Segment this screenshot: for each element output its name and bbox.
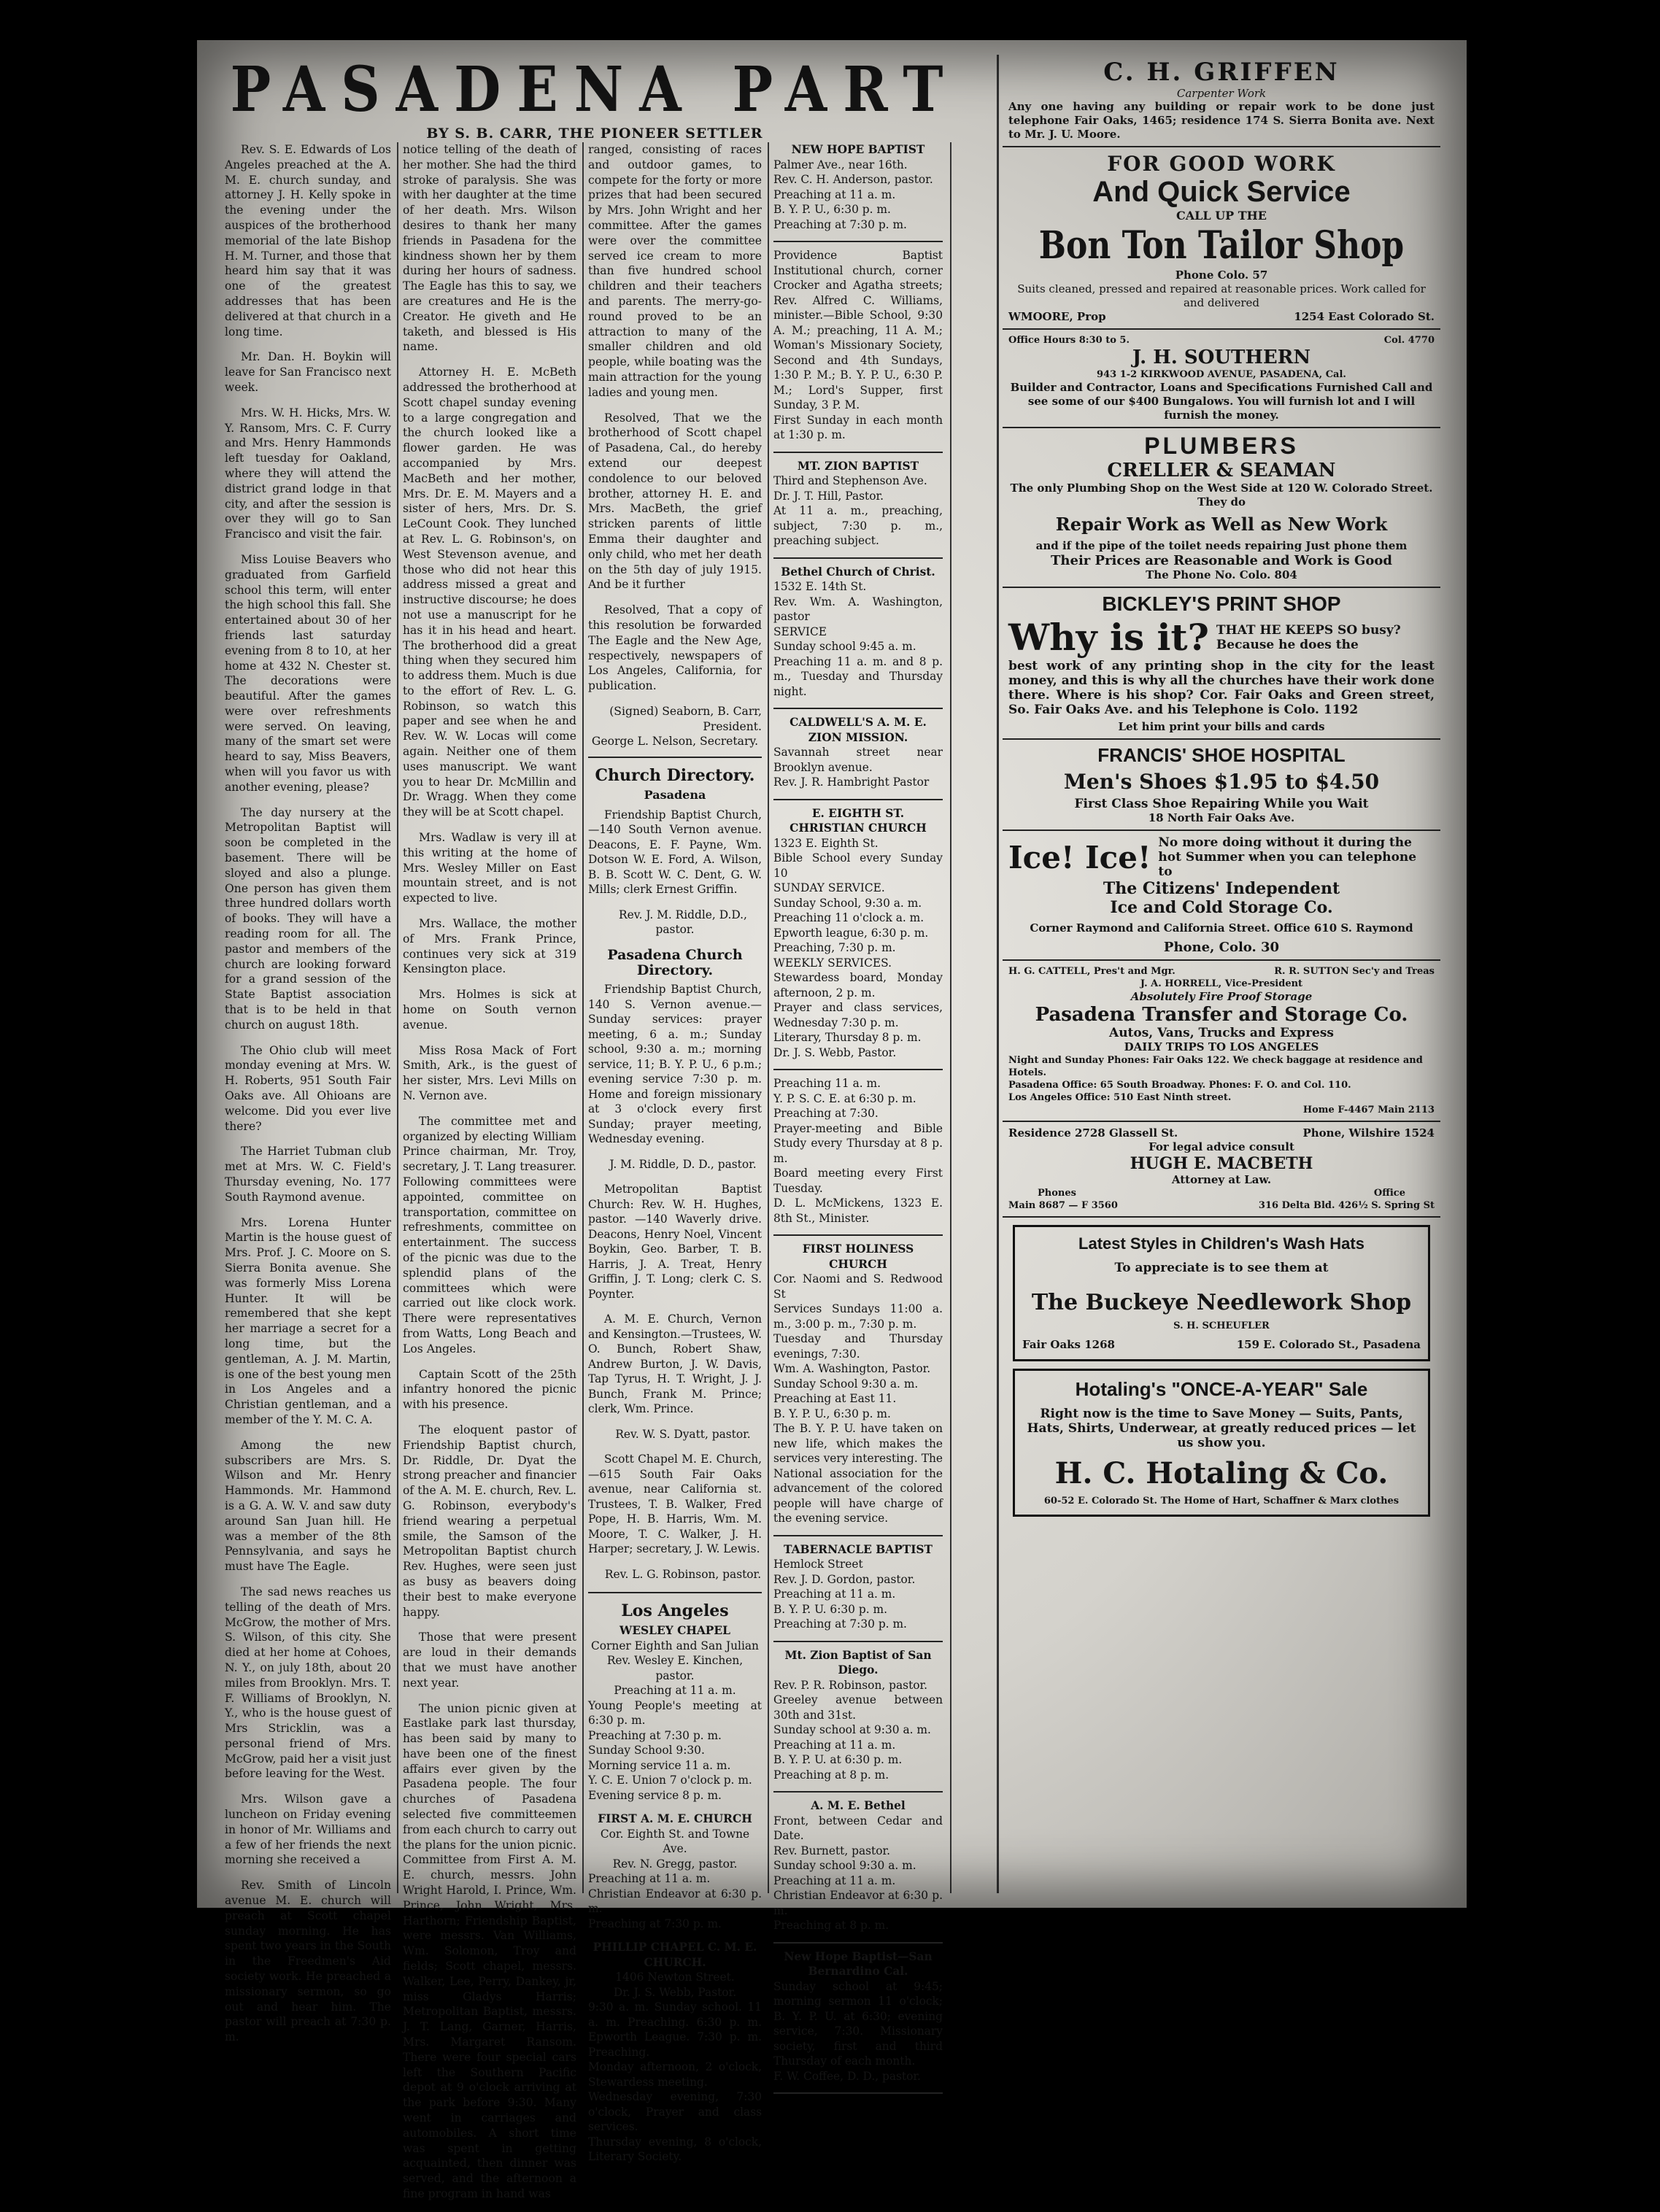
directory-heading: Pasadena Church Directory. — [607, 946, 743, 978]
divider — [773, 1791, 943, 1793]
church-pastor: Rev. J. M. Riddle, D.D., pastor. — [619, 908, 747, 937]
news-item: Captain Scott of the 25th infantry honored the picnic with his presence. — [403, 1367, 576, 1412]
church-entry — [773, 806, 943, 1061]
ad-column-rule — [997, 55, 999, 1893]
church-name: MT. ZION BAPTIST — [797, 459, 919, 473]
news-item: Miss Louise Beavers who graduated from Garfield school this term, will enter the high school this fall. She entertained about 30 of her friends last saturday evening from 8 to 10, at her home at 432 N. Chester st. The decorations were beautiful. After the games were over refreshments were served. On leaving, many of the smart set were heard to say, Miss Beavers, when will you favor us with another evening, please? — [225, 552, 391, 794]
church-line: Rev. C. H. Anderson, pastor. — [773, 173, 933, 186]
church-line: Front, between Cedar and Date. — [773, 1814, 943, 1842]
church-line: B. Y. P. U. 6:30 p. m. — [773, 1602, 887, 1616]
ad-macbeth: Residence 2728 Glassell St. Phone, Wilshire 1524 For legal advice consult HUGH E. MACBETH Attorney at Law. Phones Office Main 8687 — F 3560 316 Delta Bld. 426½ S. Spring St — [1003, 1122, 1440, 1218]
page-title: PASADENA PART — [230, 53, 960, 126]
divider — [773, 2092, 943, 2094]
church-line: Preaching, 7:30 p. m. — [773, 941, 896, 954]
church-line: Board meeting every First Tuesday. — [773, 1167, 943, 1195]
church-name: FIRST HOLINESS CHURCH — [802, 1242, 914, 1271]
news-item: Rev. S. E. Edwards of Los Angeles preached at the A. M. E. church sunday, and attorney J. H. Kelly spoke in the evening under the auspices of the brotherhood memorial of the late Bishop H. M. Turner, and those that heard him say that it was one of the greatest addresses that has been delivered at that church in a long time. — [225, 143, 391, 339]
church-line: B. Y. P. U. at 6:30 p. m. — [773, 1753, 903, 1766]
church-line: Preaching at East 11. — [773, 1392, 897, 1405]
church-line: Sunday School, 9:30 a. m. — [773, 896, 922, 910]
church-line: Preaching 11 a. m. — [773, 1077, 881, 1090]
church-line: F. W. Coffee, D. D., pastor. — [773, 2069, 921, 2083]
church-line: At 11 a. m., preaching, subject, 7:30 p. m., preaching subject. — [773, 504, 943, 547]
church-entry — [773, 1242, 943, 1526]
church-name: Bethel Church of Christ. — [781, 565, 935, 579]
ad-bon-ton: FOR GOOD WORK And Quick Service CALL UP THE Bon Ton Tailor Shop Phone Colo. 57 Suits cleaned, pressed and repaired at reasonable prices. Work called for and delivered WMOORE, Prop 1254 East Colorado St. — [1003, 147, 1440, 330]
church-line: Sunday school at 9:30 a. m. — [773, 1723, 931, 1736]
church-line: SUNDAY SERVICE. — [773, 881, 885, 894]
news-item: Mrs. Holmes is sick at home on South vernon avenue. — [403, 988, 576, 1032]
church-line: Savannah street near Brooklyn avenue. — [773, 746, 943, 774]
news-item: The sad news reaches us telling of the death of Mrs. McGrow, the mother of Mrs. S. Wilson, of this city. She died at her home at Cohoes, N. Y., on july 18th, about 20 miles from Brooklyn. Mrs. T. F. Williams of Brooklyn, N. Y., who is the house guest of Mrs Stricklin, was a personal friend of Mrs. McGrow, paid her a visit just before leaving for the West. — [225, 1585, 391, 1781]
news-item: The Harriet Tubman club met at Mrs. W. C. Field's Thursday evening, No. 177 South Raymond avenue. — [225, 1145, 391, 1204]
church-line: 1532 E. 14th St. — [773, 580, 867, 593]
divider — [773, 1641, 943, 1642]
news-item: Mrs. W. H. Hicks, Mrs. W. Y. Ransom, Mrs. C. F. Curry and Mrs. Henry Hammonds left tuesday for Oakland, where they will attend the district grand lodge in that city, and after the session is over they will go to San Francisco and visit the fair. — [225, 406, 391, 541]
church-entry — [773, 459, 943, 549]
church-line: Sunday school at 9:45; morning sermon 11 o'clock; B. Y. P. U. at 6:30; evening service, 7:30. Missionary society, first and third Thursday of each month. — [773, 1979, 943, 2068]
church-line: Preaching at 11 a. m. — [773, 1738, 896, 1752]
news-item: Attorney H. E. McBeth addressed the brotherhood at Scott chapel sunday evening to a large congregation and the church looked like a flower garden. He was accompanied by Mrs. MacBeth and her mother, Mrs. Dr. E. M. Mayers and a sister of hers, Mrs. Dr. S. LeCount Cook. They lunched at Rev. L. G. Robinson's, on West Stevenson avenue, and those who did not hear this address missed a great and instructive discourse; he does not use a manuscript for he has it in his head and heart. The brotherhood did a great thing when they secured him to address them. Much is due to the effort of Rev. L. G. Robinson, so watch this paper and see when he and Rev. W. W. Locas will come again. Neither one of them uses manuscript. We want you to hear Dr. McMillin and Dr. Wragg. When they come they will be at Scott chapel. — [403, 366, 576, 819]
column-rule — [397, 142, 398, 1893]
church-line: Y. P. S. C. E. at 6:30 p. m. — [773, 1091, 916, 1105]
church-entry — [773, 715, 943, 790]
church-line: Preaching at 8 p. m. — [773, 1768, 889, 1782]
church-line: Preaching at 7:30 p. m. — [773, 1617, 907, 1631]
news-item: Mrs. Wallace, the mother of Mrs. Frank Prince, continues very sick at 319 Kensington place. — [403, 917, 576, 976]
church-line: D. L. McMickens, 1323 E. 8th St., Minister. — [773, 1196, 943, 1225]
church-line: Third and Stephenson Ave. — [773, 474, 927, 487]
directory-heading: Church Directory. — [595, 766, 755, 786]
church-entry — [773, 1798, 943, 1933]
news-item: The committee met and organized by electing William Prince chairman, Mr. Troy, secretary, J. T. Lang treasurer. Following committees were appointed, committee on transportation, committee on refreshments, committee on entertainment. The success of the picnic was due to the splendid plans of the committees which were carried out like clock work. There were representatives from Watts, Long Beach and Los Angeles. — [403, 1114, 576, 1356]
news-item: Mrs. Wadlaw is very ill at this writing at the home of Mrs. Wesley Miller on East mountain street, and is not expected to live. — [403, 831, 576, 905]
church-entry — [773, 1648, 943, 1783]
ad-bickley: BICKLEY'S PRINT SHOP Why is it? THAT HE KEEPS SO busy? Because he does the best work of any printing shop in the city for the least money, and this is why all the churches have their work done there. Where is his shop? Cor. Fair Oaks and Green street, So. Fair Oaks Ave. and his Telephone is Colo. 1192 Let him print your bills and cards — [1003, 588, 1440, 740]
church-line: Sunday school 9:45 a. m. — [773, 640, 916, 653]
ad-buckeye: Latest Styles in Children's Wash Hats To appreciate is to see them at The Buckeye Needlework Shop S. H. SCHEUFLER Fair Oaks 1268 159 E. Colorado St., Pasadena — [1013, 1225, 1430, 1361]
church-line: B. Y. P. U., 6:30 p. m. — [773, 203, 891, 216]
directory-city: Pasadena — [644, 788, 706, 803]
church-line: Preaching at 7:30. — [773, 1107, 879, 1120]
church-name: A. M. E. Bethel — [811, 1799, 906, 1812]
advertisements — [1003, 53, 1440, 1524]
column-2 — [403, 142, 576, 2212]
ad-plumbers: PLUMBERS CRELLER & SEAMAN The only Plumbing Shop on the West Side at 120 W. Colorado Street. They do Repair Work as Well as New Work and if the pipe of the toilet needs repairing Just phone them Their Prices are Reasonable and Work is Good The Phone No. Colo. 804 — [1003, 428, 1440, 588]
church-line: Rev. J. R. Hambright Pastor — [773, 776, 930, 789]
church-name: E. EIGHTH ST. CHRISTIAN CHURCH — [790, 806, 927, 835]
column-rule — [768, 142, 769, 1893]
church-line: B. Y. P. U., 6:30 p. m. — [773, 1407, 891, 1420]
church-entry — [773, 142, 943, 232]
church-line: Epworth league, 6:30 p. m. — [773, 926, 929, 940]
church-line: Services Sundays 11:00 a. m., 3:00 p. m., 7:30 p. m. — [773, 1302, 943, 1331]
divider — [773, 708, 943, 709]
secretary-line: George L. Nelson, Secretary. — [591, 735, 759, 749]
church-line: Dr. J. S. Webb, Pastor. — [773, 1045, 897, 1059]
church-line: Preaching at 11 a. m. — [773, 187, 896, 201]
church-entry — [773, 1949, 943, 2084]
divider — [773, 452, 943, 453]
church-line: Prayer and class services, Wednesday 7:30 p. m. — [773, 1001, 943, 1029]
church-line: Palmer Ave., near 16th. — [773, 158, 908, 171]
church-name: TABERNACLE BAPTIST — [784, 1542, 933, 1556]
ad-transfer: H. G. CATTELL, Pres't and Mgr. R. R. SUTTON Sec'y and Treas J. A. HORRELL, Vice-President Absolutely Fire Proof Storage Pasadena Transfer and Storage Co. Autos, Vans, Trucks and Express DAILY TRIPS TO LOS ANGELES Night and Sunday Phones: Fair Oaks 122. We check baggage at residence and Hotels. Pasadena Office: 65 South Broadway. Phones: F. O. and Col. 110. Los Angeles Office: 510 East Ninth street. Home F-4467 Main 2113 — [1003, 961, 1440, 1122]
signature-line: (Signed) Seaborn, B. Carr, President. — [609, 704, 762, 733]
church-entry — [773, 248, 943, 443]
ad-southern: Office Hours 8:30 to 5. Col. 4770 J. H. SOUTHERN 943 1-2 KIRKWOOD AVENUE, PASADENA, Cal. Builder and Contractor, Loans and Specifications Furnished Call and see some of our $400 Bungalows. You will furnish lot and I will furnish the money. — [1003, 330, 1440, 428]
divider — [773, 1942, 943, 1944]
church-name: CALDWELL'S A. M. E. ZION MISSION. — [790, 716, 927, 744]
ad-hotaling: Hotaling's "ONCE-A-YEAR" Sale Right now is the time to Save Money — Suits, Pants, Hats, Shirts, Underwear, at greatly reduced prices — let us show you. H. C. Hotaling & Co. 60-52 E. Colorado St. The Home of Hart, Schaffner & Marx clothes — [1013, 1369, 1430, 1517]
church-line: Stewardess board, Monday afternoon, 2 p. m. — [773, 971, 943, 999]
church-line: Preaching at 8 p. m. — [773, 1919, 889, 1932]
ad-ice: Ice! Ice! No more doing without it during the hot Summer when you can telephone to The Citizens' Independent Ice and Cold Storage Co. Corner Raymond and California Street. Office 610 S. Raymond Phone, Colo. 30 — [1003, 831, 1440, 961]
divider — [773, 799, 943, 800]
church-line: Literary, Thursday 8 p. m. — [773, 1031, 922, 1044]
church-line: Preaching at 11 a. m. — [773, 1873, 896, 1887]
church-line: SERVICE — [773, 624, 827, 638]
divider — [773, 557, 943, 559]
los-angeles-heading: Los Angeles — [621, 1601, 729, 1621]
church-line: Providence Baptist Institutional church, corner Crocker and Agatha streets; Rev. Alfred C. Williams, minister.—Bible School, 9:30 A. M.; preaching, 11 A. M.; Woman's Missionary Society, Second and 4th Sundays, 1:30 P. M.; B. Y. P. U., 6:30 P. M.; Lord's Supper, first Sunday, 3 P. M. — [773, 249, 943, 411]
church-line: Sunday school 9:30 a. m. — [773, 1859, 916, 1872]
church-line: First Sunday in each month at 1:30 p. m. — [773, 413, 943, 441]
divider — [773, 1535, 943, 1536]
news-item: notice telling of the death of her mother. She had the third stroke of paralysis. She was with her daughter at the time of her death. Mrs. Wilson desires to thank her many friends in Pasadena for the kindness shown her by them during her hours of sadness. The Eagle has this to say, we are creatures and He is the Creator. He giveth and He taketh, and blessed is His name. — [403, 143, 576, 354]
news-item: The union picnic given at Eastlake park last thursday, has been said by many to have been one of the finest affairs ever given by the Pasadena people. The four churches of Pasadena selected five committeemen from each church to carry out the plans for the union picnic. Committee from First A. M. E. church, messrs. John Wright Harold, I. Prince, Wm. Prince, John Wright, Mrs. Harthorn; Friendship Baptist, were messrs. Van Williams, Wm. Solomon, Troy and fields; Scott chapel, messrs. Walker, Lee, Perry, Dankey, jr, miss Gladys Harris; Metropolitan Baptist, messrs. J. T. Lang, Garner, Harris, Mrs. Margaret Ransom. There were four special cars left the Southern Pacific depot at 9 o'clock arriving at the park before 9:30. Many went in carriages and automobiles. A short time was spent in getting acquainted, then dinner was served, and the afternoon a fine program in hand was — [403, 1701, 576, 2200]
news-item: Mrs. Wilson gave a luncheon on Friday evening in honor of Mr. Williams and a few of her friends the next morning she received a — [225, 1793, 391, 1867]
church-line: Bible School every Sunday 10 — [773, 851, 943, 880]
resolution: Resolved, That a copy of this resolution be forwarded The Eagle and the New Age, respectively, newspapers of Los Angeles, California, for publication. — [588, 603, 762, 693]
news-item: ranged, consisting of races and outdoor games, to compete for the forty or more prizes that had been secured by Mrs. John Wright and her committee. After the games were over the committee served ice cream to more than five hundred school children and their teachers and parents. The merry-go-round proved to be an attraction to many of the smaller children and old people, while boating was the main attraction for the young ladies and young men. — [588, 143, 762, 399]
church-line: Rev. Burnett, pastor. — [773, 1844, 891, 1857]
column-1 — [225, 142, 391, 2055]
church-line: Rev. J. D. Gordon, pastor. — [773, 1572, 916, 1586]
church-line: Dr. J. T. Hill, Pastor. — [773, 489, 884, 503]
church-line: Greeley avenue between 30th and 31st. — [773, 1693, 943, 1722]
church-entry — [773, 1076, 943, 1226]
church-pastor: J. M. Riddle, D. D., pastor. — [609, 1157, 757, 1171]
news-item: Mr. Dan. H. Boykin will leave for San Francisco next week. — [225, 350, 391, 394]
church-line: Prayer-meeting and Bible Study every Thursday at 8 p. m. — [773, 1121, 943, 1165]
church-pastor: Rev. L. G. Robinson, pastor. — [604, 1567, 762, 1581]
ad-francis: FRANCIS' SHOE HOSPITAL Men's Shoes $1.95 to $4.50 First Class Shoe Repairing While you Wait 18 North Fair Oaks Ave. — [1003, 740, 1440, 831]
divider — [773, 1234, 943, 1236]
news-item: Mrs. Lorena Hunter Martin is the house guest of Mrs. Prof. J. C. Moore on S. Sierra Bonita avenue. She was formerly Miss Lorena Hunter. It will be remembered that she kept her marriage a secret for a long time, but the gentleman, A. J. M. Martin, is one of the best young men in Los Angeles and a Christian gentleman, and a member of the Y. M. C. A. — [225, 1215, 391, 1426]
column-rule — [950, 142, 951, 1893]
church-line: Cor. Naomi and S. Redwood St — [773, 1272, 943, 1301]
church-name: New Hope Baptist—San Bernardino Cal. — [784, 1949, 933, 1978]
masthead — [226, 47, 963, 142]
church-line: Rev. Wm. A. Washington, pastor — [773, 595, 943, 623]
church-name: Mt. Zion Baptist of San Diego. — [784, 1648, 932, 1677]
news-item: The day nursery at the Metropolitan Baptist will soon be completed in the basement. There will be sloyed and also a plunge. One person has given them three hundred dollars worth of books. They will have a reading room for all. The pastor and members of the church are looking forward for a grand session of the State Baptist association that is to be held in that church on august 18th. — [225, 805, 391, 1032]
news-item: Among the new subscribers are Mrs. S. Wilson and Mr. Henry Hammonds. Mr. Hammond is a G. A. W. V. and saw duty around San Juan hill. He was a member of the 8th Pennsylvania, and says he must have The Eagle. — [225, 1438, 391, 1574]
news-item: Those that were present are loud in their demands that we must have another next year. — [403, 1631, 576, 1690]
column-3 — [588, 142, 762, 2173]
church-line: 1323 E. Eighth St. — [773, 836, 879, 850]
church-line: Rev. P. R. Robinson, pastor. — [773, 1678, 928, 1692]
church-line: Wm. A. Washington, Pastor. — [773, 1362, 931, 1375]
church-line: Preaching at 7:30 p. m. — [773, 217, 907, 231]
church-line: Preaching at 11 a. m. — [773, 1588, 896, 1601]
news-item: Rev. Smith of Lincoln avenue M. E. church will preach at Scott chapel sunday morning. He has spent two years in the South in the Freedmen's Aid society work. He preached a missionary sermon, so go out and hear him. The pastor will preach at 7:30 p. m. — [225, 1879, 391, 2044]
byline: BY S. B. CARR, THE PIONEER SETTLER — [426, 125, 763, 142]
church-entry — [773, 1542, 943, 1632]
divider — [773, 1069, 943, 1070]
church-phillip: PHILLIP CHAPEL C. M. E. CHURCH. 1406 Newton Street. Dr. J. S. Webb, Pastor. 9:30 a. m. Sunday school. 11 a. m. Preaching. 6:30 p. m. Epworth League. 7:30 p. m. Preaching. Monday afternoon, 2 o'clock, Stewardess meeting. Wednesday evening, 7:30 o'clock, Prayer and class services. Thursday evening, 8 o'clock, Literary Society. — [588, 1941, 762, 2164]
church-line: WEEKLY SERVICES. — [773, 956, 892, 970]
church-line: Hemlock Street — [773, 1558, 863, 1571]
church-entry: Metropolitan Baptist Church: Rev. W. H. Hughes, pastor. —140 Waverly drive. Deacons, Henry Noel, Vincent Boykin, Geo. Barber, T. B. Harris, J. A. Treat, Henry Griffin, J. T. Long; clerk C. S. Poynter. — [588, 1183, 762, 1301]
newspaper-page — [197, 40, 1467, 2200]
ad-griffen: C. H. GRIFFEN Carpenter Work Any one having any building or repair work to be done just telephone Fair Oaks, 1465; residence 174 S. Sierra Bonita ave. Next to Mr. J. U. Moore. — [1003, 53, 1440, 147]
church-entry: Friendship Baptist Church, 140 S. Vernon avenue.—Sunday services: prayer meeting, 6 a. m.; Sunday school, 9:30 a. m.; morning service, 11; B. Y. P. U., 6 p.m.; evening service 7:30 p. m. Home and foreign missionary at 3 o'clock every first Sunday; prayer meeting, Wednesday evening. — [588, 983, 762, 1146]
column-4 — [773, 142, 943, 2100]
church-wesley: WESLEY CHAPEL Corner Eighth and San Julian Rev. Wesley E. Kinchen, pastor. Preaching at 11 a. m. Young People's meeting at 6:30 p. m. Preaching at 7:30 p. m. Sunday School 9:30. Morning service 11 a. m. Y. C. E. Union 7 o'clock p. m. Evening service 8 p. m. — [588, 1624, 762, 1802]
church-entry: Scott Chapel M. E. Church,—615 South Fair Oaks avenue, near California st. Trustees, T. B. Walker, Fred Pope, H. B. Harris, Wm. M. Moore, T. C. Walker, J. H. Harper; secretary, J. W. Lewis. — [588, 1453, 762, 1556]
column-rule — [582, 142, 584, 1893]
church-line: Tuesday and Thursday evenings, 7:30. — [773, 1332, 943, 1361]
church-line: Sunday School 9:30 a. m. — [773, 1377, 919, 1391]
church-first-ame: FIRST A. M. E. CHURCH Cor. Eighth St. and Towne Ave. Rev. N. Gregg, pastor. Preaching at 11 a. m. Christian Endeavor at 6:30 p. m. Preaching at 7:30 p. m. — [588, 1812, 762, 1930]
resolution: Resolved, That we the brotherhood of Scott chapel of Pasadena, Cal., do hereby extend our deepest condolence to our beloved brother, attorney H. E. and Mrs. MacBeth, the grief stricken parents of little Emma their daughter and only child, who met her death on the 5th day of july 1915. And be it further — [588, 411, 762, 592]
church-pastor: Rev. W. S. Dyatt, pastor. — [615, 1427, 751, 1441]
church-entry — [773, 565, 943, 700]
news-item: Miss Rosa Mack of Fort Smith, Ark., is the guest of her sister, Mrs. Levi Mills on N. Vernon ave. — [403, 1043, 576, 1103]
church-name: NEW HOPE BAPTIST — [791, 143, 925, 156]
church-line: Preaching 11 a. m. and 8 p. m., Tuesday and Thursday night. — [773, 654, 943, 698]
church-entry: Friendship Baptist Church,—140 South Vernon avenue. Deacons, E. F. Payne, Wm. Dotson W. E. Ford, A. Wilson, B. B. Scott W. C. Dent, G. W. Mills; clerk Ernest Griffin. — [588, 808, 762, 897]
news-item: The eloquent pastor of Friendship Baptist church, Dr. Riddle, Dr. Dyat the strong preacher and financier of the A. M. E. church, Rev. L. G. Robinson, everybody's friend wearing a perpetual smile, the Samson of the Metropolitan Baptist church Rev. Hughes, were seen just as busy as beavers doing their best to make everyone happy. — [403, 1423, 576, 1619]
church-line: Preaching 11 o'clock a. m. — [773, 911, 924, 924]
divider — [773, 241, 943, 242]
church-line: The B. Y. P. U. have taken on new life, which makes the services very interesting. The National association for the advancement of the colored people will have charge of the evening service. — [773, 1422, 943, 1525]
church-line: Christian Endeavor at 6:30 p. m. — [773, 1889, 943, 1917]
news-item: The Ohio club will meet monday evening at Mrs. W. H. Roberts, 951 South Fair Oaks ave. All Ohioans are welcome. Did you ever live there? — [225, 1043, 391, 1133]
church-entry: A. M. E. Church, Vernon and Kensington.—Trustees, W. O. Bunch, Robert Shaw, Andrew Burton, J. W. Davis, Tap Tyrus, H. T. Wright, J. J. Bunch, Frank M. Prince; clerk, Wm. Prince. — [588, 1312, 762, 1416]
